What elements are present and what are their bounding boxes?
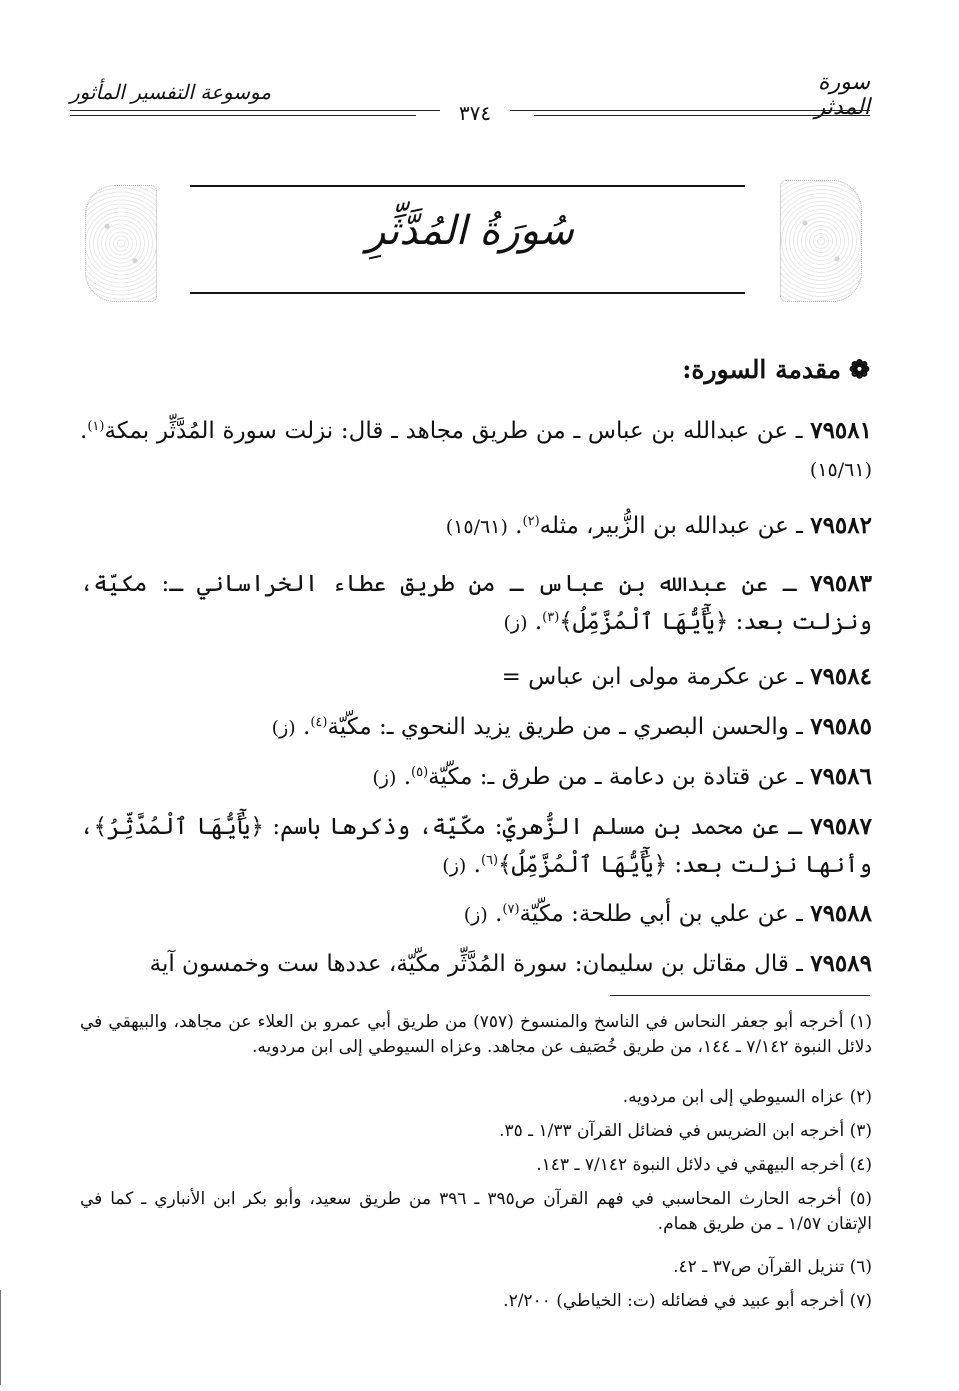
entry-79585: ٧٩٥٨٥ ـ والحسن البصري ـ من طريق يزيد النحوي ـ: مكّيّة$^{(٤)}$. (ز) <box>271 713 872 740</box>
entry-text: ـ عن عبدالله بن عباس ـ من طريق مجاهد ـ قال: نزلت سورة المُدَّثِّر بمكة <box>104 418 811 444</box>
entry-79586: ٧٩٥٨٦ ـ عن قتادة بن دعامة ـ من طرق ـ: مكّيّة$^{(٥)}$. (ز) <box>372 763 872 790</box>
entry-text: ـ عن علي بن أبي طلحة: مكّيّة <box>519 901 811 927</box>
entry-79587: ٧٩٥٨٧ ـ عن محمد بن مسلم الزُّهريّ: مكّيّة، وذكرها باسم: ﴿يَٰٓأَيُّهَا ٱلْمُدَّثِّرُ﴾، وأنها نزلت بعد: ﴿يَٰٓأَيُّهَا ٱلْمُزَّمِّلُ﴾$^{(٦)}$. (ز) <box>80 813 872 878</box>
entry-text: ـ والحسن البصري ـ من طريق يزيد النحوي ـ: مكّيّة <box>327 714 811 740</box>
footnote-2: (٢) عزاه السيوطي إلى ابن مردويه. <box>622 1087 872 1107</box>
footnote-4: (٤) أخرجه البيهقي في دلائل النبوة ٧/١٤٢ ـ ١٤٣. <box>536 1155 872 1175</box>
source-reference: (ز) <box>463 904 488 926</box>
entry-text: ـ عن قتادة بن دعامة ـ من طرق ـ: مكّيّة <box>428 764 811 790</box>
entry-number: ٧٩٥٨٣ <box>810 570 872 597</box>
entry-number: ٧٩٥٨٤ <box>810 663 872 690</box>
flower-star-icon: ❁ <box>849 355 870 384</box>
footnote-marker[interactable]: (٥) <box>411 765 429 780</box>
footnote-5: (٥) أخرجه الحارث المحاسبي في فهم القرآن ص٣٩٥ ـ ٣٩٦ من طريق سعيد، وأبو بكر ابن الأنباري ـ كما في الإتقان ١/٥٧ ـ من طريق همام. <box>80 1189 872 1234</box>
entry-79589 <box>80 945 872 984</box>
ornament-right-icon <box>780 180 862 302</box>
entry-text: ـ قال مقاتل بن سليمان: سورة المُدَّثِّر مكّيّة، عددها ست وخمسون آية <box>149 951 811 977</box>
entry-number: ٧٩٥٨٦ <box>810 763 872 790</box>
banner-line-top <box>190 185 745 187</box>
entry-number: ٧٩٥٨٢ <box>810 512 872 539</box>
footnote-marker[interactable]: (٧) <box>502 902 520 917</box>
running-header-surah: سورة المدثر <box>814 70 870 120</box>
volume-reference: (١٥/٦١) <box>445 516 508 538</box>
section-heading-text: مقدمة السورة: <box>682 355 842 384</box>
footnote-marker[interactable]: (١) <box>87 419 105 434</box>
surah-title: سُورَةُ المُدَّثِّرِ <box>366 208 574 254</box>
footnote-marker[interactable]: (٦) <box>480 853 499 868</box>
entry-number: ٧٩٥٨٧ <box>810 813 872 840</box>
footnote-marker[interactable]: (٣) <box>542 610 560 625</box>
entry-text: ـ عن عكرمة مولى ابن عباس = <box>501 664 811 690</box>
entry-text: ـ عن محمد بن مسلم الزُّهريّ: مكّيّة، وذكرها باسم: ﴿يَٰٓأَيُّهَا ٱلْمُدَّثِّرُ﴾، وأنها نزلت بعد: ﴿يَٰٓأَيُّهَا ٱلْمُزَّمِّلُ﴾ <box>80 814 872 878</box>
entry-number: ٧٩٥٨٨ <box>810 900 872 927</box>
entry-79588: ٧٩٥٨٨ ـ عن علي بن أبي طلحة: مكّيّة$^{(٧)}$. (ز) <box>463 900 872 927</box>
entry-text: ـ عن عبدالله بن الزُّبير، مثله <box>539 513 811 539</box>
source-reference: (ز) <box>271 717 296 739</box>
entry-number: ٧٩٥٨٥ <box>810 713 872 740</box>
page-edge-mark <box>0 1290 4 1385</box>
running-header-book-title: موسوعة التفسير المأثور <box>70 80 272 104</box>
entry-text: ـ عن عبدالله بن عباس ـ من طريق عطاء الخراساني ـ: مكيّة، ونزلت بعد: ﴿يَٰٓأَيُّهَا ٱلْمُزَّمِّلُ﴾ <box>80 571 872 635</box>
volume-reference: (١٥/٦١) <box>809 459 872 481</box>
footnote-3: (٣) أخرجه ابن الضريس في فضائل القرآن ١/٣٣ ـ ٣٥. <box>499 1121 872 1141</box>
source-reference: (ز) <box>503 612 528 634</box>
entry-79584 <box>80 658 872 697</box>
footnote-marker[interactable]: (٤) <box>310 715 328 730</box>
footnote-6: (٦) تنزيل القرآن ص٣٧ ـ ٤٢. <box>673 1257 872 1277</box>
source-reference: (ز) <box>442 855 467 877</box>
entry-79581: ٧٩٥٨١ ـ عن عبدالله بن عباس ـ من طريق مجاهد ـ قال: نزلت سورة المُدَّثِّر بمكة$^{(١)}$. (١٥/٦١) <box>80 417 872 481</box>
entry-number: ٧٩٥٨٩ <box>810 950 872 977</box>
source-reference: (ز) <box>372 767 397 789</box>
footnote-1: (١) أخرجه أبو جعفر النحاس في الناسخ والمنسوخ (٧٥٧) من طريق أبي عمرو بن العلاء عن مجاهد، والبيهقي في دلائل النبوة ٧/١٤٢ ـ ١٤٤، من طريق خُصَيف عن مجاهد. وعزاه السيوطي إلى ابن مردويه. <box>80 1012 872 1057</box>
page-number: ٣٧٤ <box>440 101 510 125</box>
footnote-7: (٧) أخرجه أبو عبيد في فضائله (ت: الخياطي) ٢/٢٠٠. <box>503 1291 872 1311</box>
ornament-left-icon <box>85 185 157 302</box>
footnote-marker[interactable]: (٢) <box>522 514 540 529</box>
entry-79582: ٧٩٥٨٢ ـ عن عبدالله بن الزُّبير، مثله$^{(٢)}$. (١٥/٦١) <box>445 512 872 539</box>
entry-79583: ٧٩٥٨٣ ـ عن عبدالله بن عباس ـ من طريق عطاء الخراساني ـ: مكيّة، ونزلت بعد: ﴿يَٰٓأَيُّهَا ٱلْمُزَّمِّلُ﴾$^{(٣)}$. (ز) <box>80 570 872 635</box>
section-heading <box>560 355 870 384</box>
footnote-separator <box>610 995 870 996</box>
entry-number: ٧٩٥٨١ <box>810 417 872 444</box>
banner-line-bottom <box>190 292 745 294</box>
